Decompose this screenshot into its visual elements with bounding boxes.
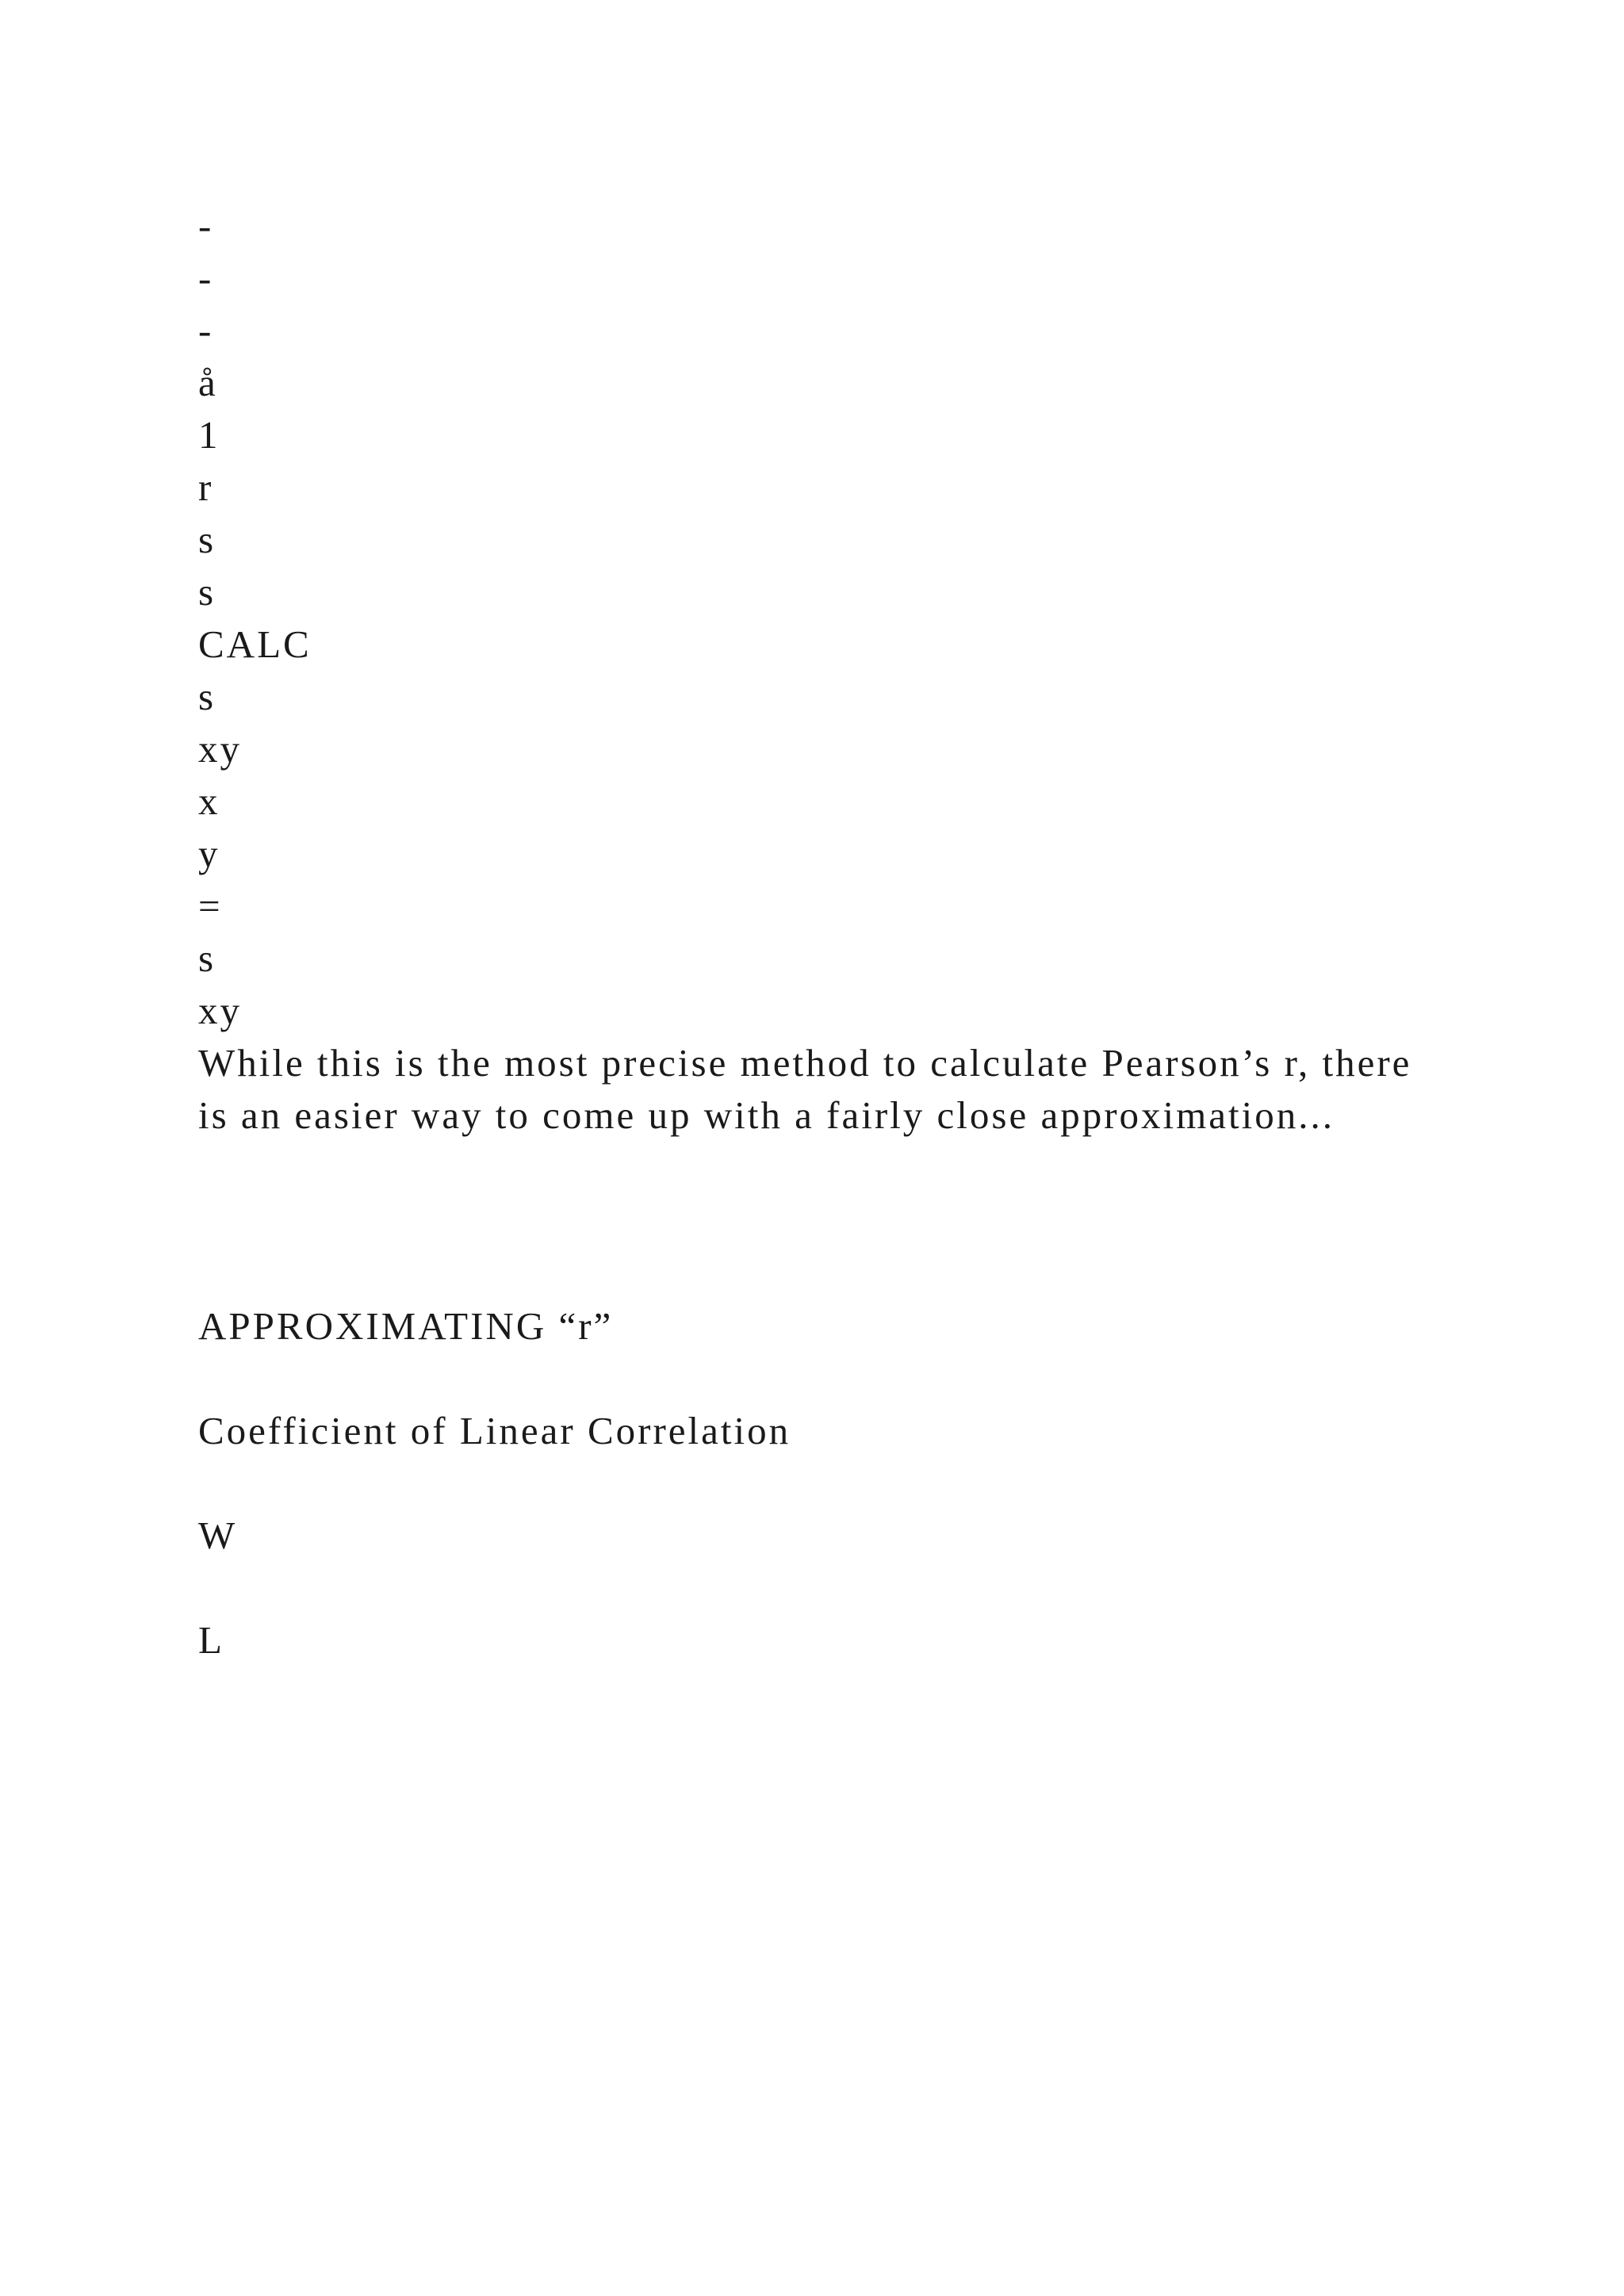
formula-fragment: CALC (198, 622, 312, 666)
formula-fragment: - (198, 256, 214, 300)
formula-fragments (198, 200, 1435, 1037)
formula-fragment: s (198, 675, 216, 718)
formula-fragment: s (198, 570, 216, 614)
blank-line (198, 1353, 1435, 1405)
formula-fragment: = (198, 884, 223, 928)
blank-space (198, 1142, 1435, 1300)
formula-fragment: å (198, 361, 218, 404)
section-subheading: Coefficient of Linear Correlation (198, 1409, 791, 1452)
blank-line (198, 1562, 1435, 1614)
formula-fragment: x (198, 779, 220, 823)
explanation-paragraph: While this is the most precise method to calculate Pearson’s r, there is an easier way to come up with a fairly close approximation... (198, 1041, 1412, 1137)
formula-fragment: 1 (198, 413, 220, 457)
formula-fragment: r (198, 465, 214, 509)
label-w: W (198, 1513, 238, 1557)
page-content (198, 200, 1435, 1667)
formula-fragment: xy (198, 989, 242, 1032)
formula-fragment: y (198, 832, 220, 875)
formula-fragment: - (198, 204, 214, 247)
formula-fragment: s (198, 936, 216, 980)
blank-line (198, 1457, 1435, 1510)
formula-fragment: s (198, 518, 216, 561)
label-l: L (198, 1618, 224, 1662)
formula-fragment: xy (198, 727, 242, 771)
section-heading: APPROXIMATING “r” (198, 1304, 614, 1348)
formula-fragment: - (198, 308, 214, 352)
